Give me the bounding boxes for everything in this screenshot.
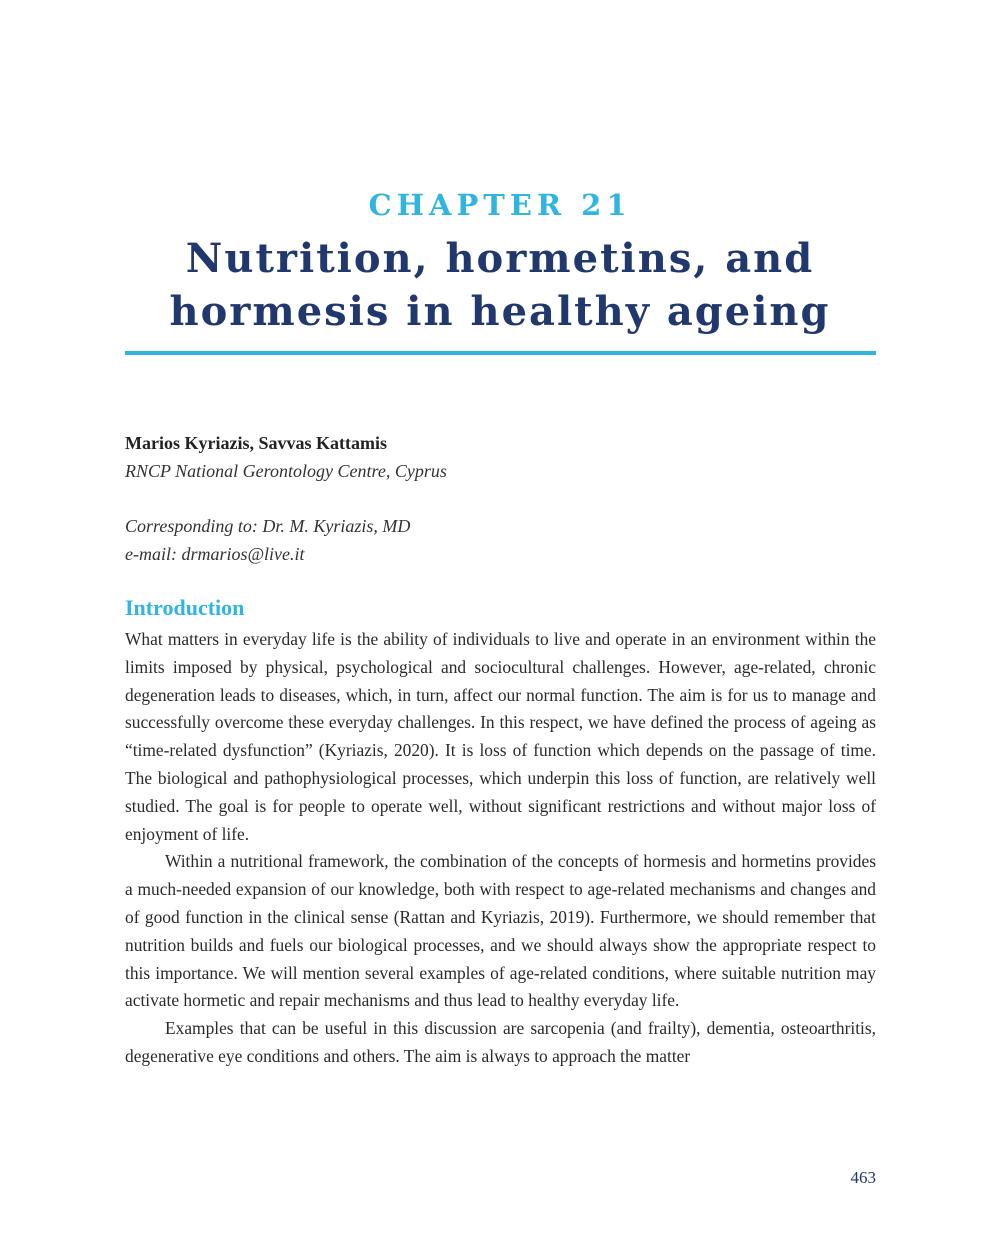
corresponding-email: e-mail: drmarios@live.it [125, 544, 305, 564]
section-heading-introduction: Introduction [125, 595, 245, 620]
chapter-label: CHAPTER 21 [368, 188, 632, 222]
chapter-title-line-2: hormesis in healthy ageing [169, 288, 831, 335]
introduction-body [125, 626, 876, 1071]
corresponding-author: Corresponding to: Dr. M. Kyriazis, MD [125, 516, 411, 536]
author-names: Marios Kyriazis, Savvas Kattamis [125, 433, 387, 453]
title-divider [125, 351, 876, 355]
paragraph-1: What matters in everyday life is the ability of individuals to live and operate in an environment within the limits imposed by physical, psychological and sociocultural challenges. However, age-related, chronic degeneration leads to diseases, which, in turn, affect our normal function. The aim is for us to manage and successfully overcome these everyday challenges. In this respect, we have defined the process of ageing as “time-related dysfunction” (Kyriazis, 2020). It is loss of function which depends on the passage of time. The biological and pathophysiological processes, which underpin this loss of function, are relatively well studied. The goal is for people to operate well, without significant restrictions and without major loss of enjoyment of life. [125, 629, 876, 844]
chapter-title-line-1: Nutrition, hormetins, and [185, 235, 815, 282]
paragraph-2: Within a nutritional framework, the combination of the concepts of hormesis and hormetins provides a much-needed expansion of our knowledge, both with respect to age-related mechanisms and changes and of good function in the clinical sense (Rattan and Kyriazis, 2019). Furthermore, we should remember that nutrition builds and fuels our biological processes, and we should always show the appropriate respect to this importance. We will mention several examples of age-related conditions, where suitable nutrition may activate hormetic and repair mechanisms and thus lead to healthy everyday life. [125, 851, 876, 1011]
paragraph-3: Examples that can be useful in this discussion are sarcopenia (and frailty), dementia, osteoarthritis, degenerative eye conditions and others. The aim is always to approach the matter [125, 1018, 876, 1066]
chapter-title [0, 232, 1000, 338]
page-number: 463 [850, 1168, 876, 1187]
author-affiliation: RNCP National Gerontology Centre, Cyprus [125, 461, 447, 481]
